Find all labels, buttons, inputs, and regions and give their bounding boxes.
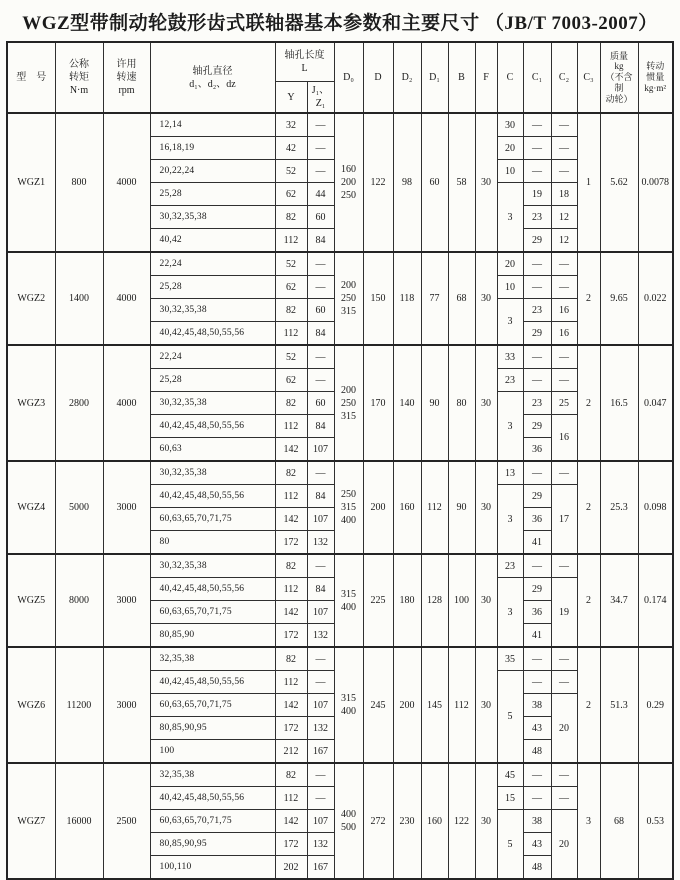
- cell-b: 58: [448, 113, 475, 252]
- cell-torque: 8000: [55, 554, 103, 647]
- cell-c1: —: [523, 787, 551, 810]
- col-header-f: F: [475, 42, 497, 113]
- cell-c2: 20: [551, 810, 577, 880]
- cell-y: 52: [275, 345, 307, 369]
- cell-c1: —: [523, 276, 551, 299]
- cell-y: 112: [275, 415, 307, 438]
- cell-c1: 23: [523, 392, 551, 415]
- cell-y: 52: [275, 252, 307, 276]
- cell-d2: 200: [393, 647, 421, 763]
- cell-c: 23: [497, 369, 523, 392]
- cell-c1: —: [523, 345, 551, 369]
- table-row: [7, 113, 673, 137]
- cell-bore: 80: [150, 531, 275, 555]
- cell-y: 52: [275, 160, 307, 183]
- cell-y: 42: [275, 137, 307, 160]
- cell-speed: 3000: [103, 647, 150, 763]
- cell-c2: 20: [551, 694, 577, 764]
- cell-y: 142: [275, 508, 307, 531]
- cell-c3: 2: [577, 647, 600, 763]
- cell-c: 45: [497, 763, 523, 787]
- cell-mass: 5.62: [600, 113, 638, 252]
- cell-c1: 43: [523, 717, 551, 740]
- cell-c1: 36: [523, 508, 551, 531]
- cell-c2: —: [551, 113, 577, 137]
- cell-model: WGZ1: [7, 113, 55, 252]
- cell-f: 30: [475, 554, 497, 647]
- cell-bore: 32,35,38: [150, 647, 275, 671]
- cell-b: 68: [448, 252, 475, 345]
- cell-c1: 29: [523, 415, 551, 438]
- cell-jz: 107: [307, 601, 334, 624]
- col-header-d1: D₁: [421, 42, 448, 113]
- cell-d2: 98: [393, 113, 421, 252]
- cell-y: 112: [275, 485, 307, 508]
- cell-c1: 29: [523, 322, 551, 346]
- cell-b: 122: [448, 763, 475, 879]
- table-row: [7, 252, 673, 276]
- cell-c2: 17: [551, 485, 577, 555]
- cell-c2: 25: [551, 392, 577, 415]
- cell-bore: 60,63,65,70,71,75: [150, 694, 275, 717]
- cell-d0: 200 250 315: [334, 345, 363, 461]
- cell-jz: —: [307, 554, 334, 578]
- cell-bore: 100: [150, 740, 275, 764]
- cell-c2: —: [551, 554, 577, 578]
- cell-c3: 2: [577, 554, 600, 647]
- cell-jz: 84: [307, 578, 334, 601]
- cell-bore: 40,42,45,48,50,55,56: [150, 322, 275, 346]
- cell-jz: 44: [307, 183, 334, 206]
- group-wgz1: [7, 113, 673, 252]
- cell-torque: 2800: [55, 345, 103, 461]
- cell-y: 112: [275, 229, 307, 253]
- cell-c: 3: [497, 299, 523, 346]
- cell-jz: 107: [307, 438, 334, 462]
- cell-d: 245: [363, 647, 393, 763]
- cell-c: 10: [497, 160, 523, 183]
- cell-jz: 60: [307, 206, 334, 229]
- group-wgz7: [7, 763, 673, 879]
- cell-speed: 4000: [103, 345, 150, 461]
- cell-y: 82: [275, 554, 307, 578]
- cell-torque: 11200: [55, 647, 103, 763]
- cell-b: 112: [448, 647, 475, 763]
- cell-bore: 12,14: [150, 113, 275, 137]
- cell-model: WGZ4: [7, 461, 55, 554]
- cell-torque: 1400: [55, 252, 103, 345]
- cell-jz: 107: [307, 810, 334, 833]
- cell-mass: 16.5: [600, 345, 638, 461]
- cell-y: 172: [275, 717, 307, 740]
- coupling-parameters-table: [6, 41, 674, 880]
- cell-jz: 60: [307, 299, 334, 322]
- group-wgz3: [7, 345, 673, 461]
- cell-c1: 43: [523, 833, 551, 856]
- cell-c: 23: [497, 554, 523, 578]
- cell-d0: 250 315 400: [334, 461, 363, 554]
- cell-d: 272: [363, 763, 393, 879]
- cell-bore: 30,32,35,38: [150, 392, 275, 415]
- cell-y: 142: [275, 810, 307, 833]
- col-header-inertia: 转动 惯量 kg·m²: [638, 42, 673, 113]
- cell-f: 30: [475, 763, 497, 879]
- col-header-model: 型 号: [7, 42, 55, 113]
- cell-model: WGZ2: [7, 252, 55, 345]
- cell-bore: 60,63,65,70,71,75: [150, 810, 275, 833]
- cell-y: 202: [275, 856, 307, 880]
- cell-d2: 140: [393, 345, 421, 461]
- table-row: [7, 461, 673, 485]
- cell-d: 225: [363, 554, 393, 647]
- cell-y: 172: [275, 624, 307, 648]
- cell-d: 170: [363, 345, 393, 461]
- col-header-c3: C₃: [577, 42, 600, 113]
- cell-jz: —: [307, 763, 334, 787]
- cell-inertia: 0.174: [638, 554, 673, 647]
- cell-c: 3: [497, 392, 523, 462]
- cell-d1: 128: [421, 554, 448, 647]
- cell-c1: 19: [523, 183, 551, 206]
- cell-jz: 60: [307, 392, 334, 415]
- cell-bore: 22,24: [150, 345, 275, 369]
- cell-bore: 30,32,35,38: [150, 554, 275, 578]
- cell-c2: —: [551, 137, 577, 160]
- cell-bore: 25,28: [150, 183, 275, 206]
- cell-c2: 16: [551, 322, 577, 346]
- header-row-1: [7, 42, 673, 82]
- cell-y: 82: [275, 461, 307, 485]
- cell-c: 5: [497, 810, 523, 880]
- cell-c1: —: [523, 137, 551, 160]
- cell-inertia: 0.53: [638, 763, 673, 879]
- cell-c: 3: [497, 578, 523, 648]
- cell-speed: 2500: [103, 763, 150, 879]
- cell-c: 33: [497, 345, 523, 369]
- cell-bore: 40,42,45,48,50,55,56: [150, 415, 275, 438]
- cell-c2: —: [551, 787, 577, 810]
- page-title: WGZ型带制动轮鼓形齿式联轴器基本参数和主要尺寸 （JB/T 7003-2007）: [22, 13, 658, 34]
- table-row: [7, 763, 673, 787]
- cell-d0: 315 400: [334, 647, 363, 763]
- cell-c1: 38: [523, 810, 551, 833]
- cell-d1: 77: [421, 252, 448, 345]
- cell-c1: —: [523, 369, 551, 392]
- col-header-bore-diameter: 轴孔直径 d₁、d₂、dz: [150, 42, 275, 113]
- cell-bore: 25,28: [150, 276, 275, 299]
- cell-c2: 12: [551, 206, 577, 229]
- cell-c1: —: [523, 252, 551, 276]
- cell-bore: 40,42,45,48,50,55,56: [150, 578, 275, 601]
- table-row: [7, 647, 673, 671]
- cell-c1: 41: [523, 531, 551, 555]
- cell-c2: —: [551, 671, 577, 694]
- cell-jz: 132: [307, 624, 334, 648]
- cell-c2: 16: [551, 415, 577, 462]
- cell-c3: 3: [577, 763, 600, 879]
- cell-c1: —: [523, 647, 551, 671]
- cell-bore: 40,42,45,48,50,55,56: [150, 485, 275, 508]
- cell-bore: 40,42,45,48,50,55,56: [150, 671, 275, 694]
- cell-y: 32: [275, 113, 307, 137]
- cell-d2: 118: [393, 252, 421, 345]
- cell-c2: —: [551, 763, 577, 787]
- cell-speed: 4000: [103, 252, 150, 345]
- cell-c1: —: [523, 554, 551, 578]
- cell-model: WGZ6: [7, 647, 55, 763]
- cell-bore: 20,22,24: [150, 160, 275, 183]
- cell-c3: 2: [577, 345, 600, 461]
- cell-d2: 160: [393, 461, 421, 554]
- cell-bore: 40,42: [150, 229, 275, 253]
- cell-jz: —: [307, 252, 334, 276]
- cell-d: 150: [363, 252, 393, 345]
- cell-jz: 84: [307, 485, 334, 508]
- cell-inertia: 0.0078: [638, 113, 673, 252]
- cell-bore: 60,63,65,70,71,75: [150, 601, 275, 624]
- cell-c1: —: [523, 461, 551, 485]
- cell-torque: 16000: [55, 763, 103, 879]
- cell-c1: —: [523, 763, 551, 787]
- cell-c: 20: [497, 252, 523, 276]
- cell-f: 30: [475, 647, 497, 763]
- col-header-c2: C₂: [551, 42, 577, 113]
- col-header-bore-length: 轴孔长度 L: [275, 42, 334, 82]
- cell-y: 82: [275, 299, 307, 322]
- cell-bore: 80,85,90,95: [150, 833, 275, 856]
- cell-c1: 29: [523, 229, 551, 253]
- cell-inertia: 0.047: [638, 345, 673, 461]
- cell-speed: 3000: [103, 554, 150, 647]
- cell-c1: 48: [523, 856, 551, 880]
- cell-bore: 30,32,35,38: [150, 206, 275, 229]
- cell-mass: 51.3: [600, 647, 638, 763]
- group-wgz6: [7, 647, 673, 763]
- cell-c: 35: [497, 647, 523, 671]
- cell-jz: 107: [307, 508, 334, 531]
- cell-bore: 80,85,90: [150, 624, 275, 648]
- col-header-d2: D₂: [393, 42, 421, 113]
- col-header-d0: D₀: [334, 42, 363, 113]
- cell-d1: 112: [421, 461, 448, 554]
- cell-bore: 16,18,19: [150, 137, 275, 160]
- cell-mass: 9.65: [600, 252, 638, 345]
- cell-c: 5: [497, 671, 523, 764]
- col-header-d: D: [363, 42, 393, 113]
- cell-d1: 60: [421, 113, 448, 252]
- cell-mass: 68: [600, 763, 638, 879]
- cell-y: 82: [275, 763, 307, 787]
- cell-c1: —: [523, 671, 551, 694]
- cell-y: 112: [275, 671, 307, 694]
- cell-c3: 2: [577, 252, 600, 345]
- cell-jz: —: [307, 276, 334, 299]
- cell-c1: 36: [523, 601, 551, 624]
- col-header-speed: 许用 转速 rpm: [103, 42, 150, 113]
- cell-c2: 18: [551, 183, 577, 206]
- col-header-b: B: [448, 42, 475, 113]
- cell-c3: 1: [577, 113, 600, 252]
- table-header: [7, 42, 673, 113]
- cell-c1: 48: [523, 740, 551, 764]
- col-header-y: Y: [275, 82, 307, 114]
- cell-d0: 315 400: [334, 554, 363, 647]
- cell-b: 100: [448, 554, 475, 647]
- group-wgz4: [7, 461, 673, 554]
- cell-c: 3: [497, 183, 523, 253]
- cell-f: 30: [475, 345, 497, 461]
- cell-jz: —: [307, 160, 334, 183]
- cell-y: 142: [275, 694, 307, 717]
- cell-c: 30: [497, 113, 523, 137]
- cell-d0: 400 500: [334, 763, 363, 879]
- cell-jz: —: [307, 647, 334, 671]
- cell-bore: 60,63,65,70,71,75: [150, 508, 275, 531]
- group-wgz2: [7, 252, 673, 345]
- cell-mass: 34.7: [600, 554, 638, 647]
- cell-jz: 132: [307, 833, 334, 856]
- cell-bore: 32,35,38: [150, 763, 275, 787]
- cell-c1: 29: [523, 578, 551, 601]
- cell-jz: —: [307, 787, 334, 810]
- cell-torque: 5000: [55, 461, 103, 554]
- cell-d0: 200 250 315: [334, 252, 363, 345]
- cell-f: 30: [475, 113, 497, 252]
- cell-y: 112: [275, 787, 307, 810]
- col-header-c1: C₁: [523, 42, 551, 113]
- cell-c1: 23: [523, 206, 551, 229]
- cell-c2: —: [551, 276, 577, 299]
- cell-inertia: 0.022: [638, 252, 673, 345]
- cell-model: WGZ5: [7, 554, 55, 647]
- cell-b: 90: [448, 461, 475, 554]
- cell-bore: 80,85,90,95: [150, 717, 275, 740]
- cell-speed: 4000: [103, 113, 150, 252]
- cell-jz: —: [307, 671, 334, 694]
- col-header-torque: 公称 转矩 N·m: [55, 42, 103, 113]
- cell-jz: —: [307, 137, 334, 160]
- cell-torque: 800: [55, 113, 103, 252]
- cell-c1: 23: [523, 299, 551, 322]
- cell-y: 82: [275, 392, 307, 415]
- cell-bore: 30,32,35,38: [150, 299, 275, 322]
- cell-c: 13: [497, 461, 523, 485]
- cell-speed: 3000: [103, 461, 150, 554]
- cell-c: 3: [497, 485, 523, 555]
- cell-jz: 84: [307, 229, 334, 253]
- cell-f: 30: [475, 461, 497, 554]
- cell-c1: —: [523, 160, 551, 183]
- col-header-c: C: [497, 42, 523, 113]
- cell-y: 212: [275, 740, 307, 764]
- cell-y: 82: [275, 647, 307, 671]
- cell-c2: —: [551, 345, 577, 369]
- cell-d1: 160: [421, 763, 448, 879]
- cell-bore: 100,110: [150, 856, 275, 880]
- cell-c: 15: [497, 787, 523, 810]
- cell-c1: —: [523, 113, 551, 137]
- cell-y: 62: [275, 183, 307, 206]
- cell-c1: 36: [523, 438, 551, 462]
- cell-c2: —: [551, 160, 577, 183]
- cell-jz: 84: [307, 415, 334, 438]
- cell-d2: 180: [393, 554, 421, 647]
- cell-bore: 40,42,45,48,50,55,56: [150, 787, 275, 810]
- cell-mass: 25.3: [600, 461, 638, 554]
- cell-c1: 41: [523, 624, 551, 648]
- cell-d: 200: [363, 461, 393, 554]
- cell-c2: 16: [551, 299, 577, 322]
- col-header-mass: 质量 kg （不含制 动轮）: [600, 42, 638, 113]
- cell-bore: 30,32,35,38: [150, 461, 275, 485]
- cell-jz: 132: [307, 531, 334, 555]
- cell-y: 62: [275, 369, 307, 392]
- cell-inertia: 0.29: [638, 647, 673, 763]
- cell-d2: 230: [393, 763, 421, 879]
- cell-b: 80: [448, 345, 475, 461]
- col-header-jz: J₁、Z₁: [307, 82, 334, 114]
- cell-jz: 167: [307, 856, 334, 880]
- cell-jz: —: [307, 345, 334, 369]
- cell-y: 112: [275, 578, 307, 601]
- cell-y: 172: [275, 531, 307, 555]
- cell-model: WGZ3: [7, 345, 55, 461]
- cell-y: 112: [275, 322, 307, 346]
- cell-y: 142: [275, 601, 307, 624]
- cell-jz: 167: [307, 740, 334, 764]
- cell-bore: 22,24: [150, 252, 275, 276]
- cell-bore: 60,63: [150, 438, 275, 462]
- cell-y: 172: [275, 833, 307, 856]
- cell-model: WGZ7: [7, 763, 55, 879]
- cell-d1: 90: [421, 345, 448, 461]
- cell-inertia: 0.098: [638, 461, 673, 554]
- cell-c2: —: [551, 647, 577, 671]
- cell-c2: —: [551, 369, 577, 392]
- cell-c: 20: [497, 137, 523, 160]
- cell-bore: 25,28: [150, 369, 275, 392]
- cell-c2: 19: [551, 578, 577, 648]
- cell-f: 30: [475, 252, 497, 345]
- cell-jz: —: [307, 113, 334, 137]
- cell-d: 122: [363, 113, 393, 252]
- cell-y: 142: [275, 438, 307, 462]
- cell-c2: —: [551, 252, 577, 276]
- group-wgz5: [7, 554, 673, 647]
- cell-d1: 145: [421, 647, 448, 763]
- cell-c2: 12: [551, 229, 577, 253]
- cell-y: 82: [275, 206, 307, 229]
- table-row: [7, 345, 673, 369]
- cell-c1: 38: [523, 694, 551, 717]
- cell-y: 62: [275, 276, 307, 299]
- cell-jz: 132: [307, 717, 334, 740]
- cell-c1: 29: [523, 485, 551, 508]
- cell-c3: 2: [577, 461, 600, 554]
- table-row: [7, 554, 673, 578]
- cell-jz: —: [307, 369, 334, 392]
- cell-c2: —: [551, 461, 577, 485]
- cell-jz: —: [307, 461, 334, 485]
- cell-d0: 160 200 250: [334, 113, 363, 252]
- cell-jz: 84: [307, 322, 334, 346]
- cell-jz: 107: [307, 694, 334, 717]
- cell-c: 10: [497, 276, 523, 299]
